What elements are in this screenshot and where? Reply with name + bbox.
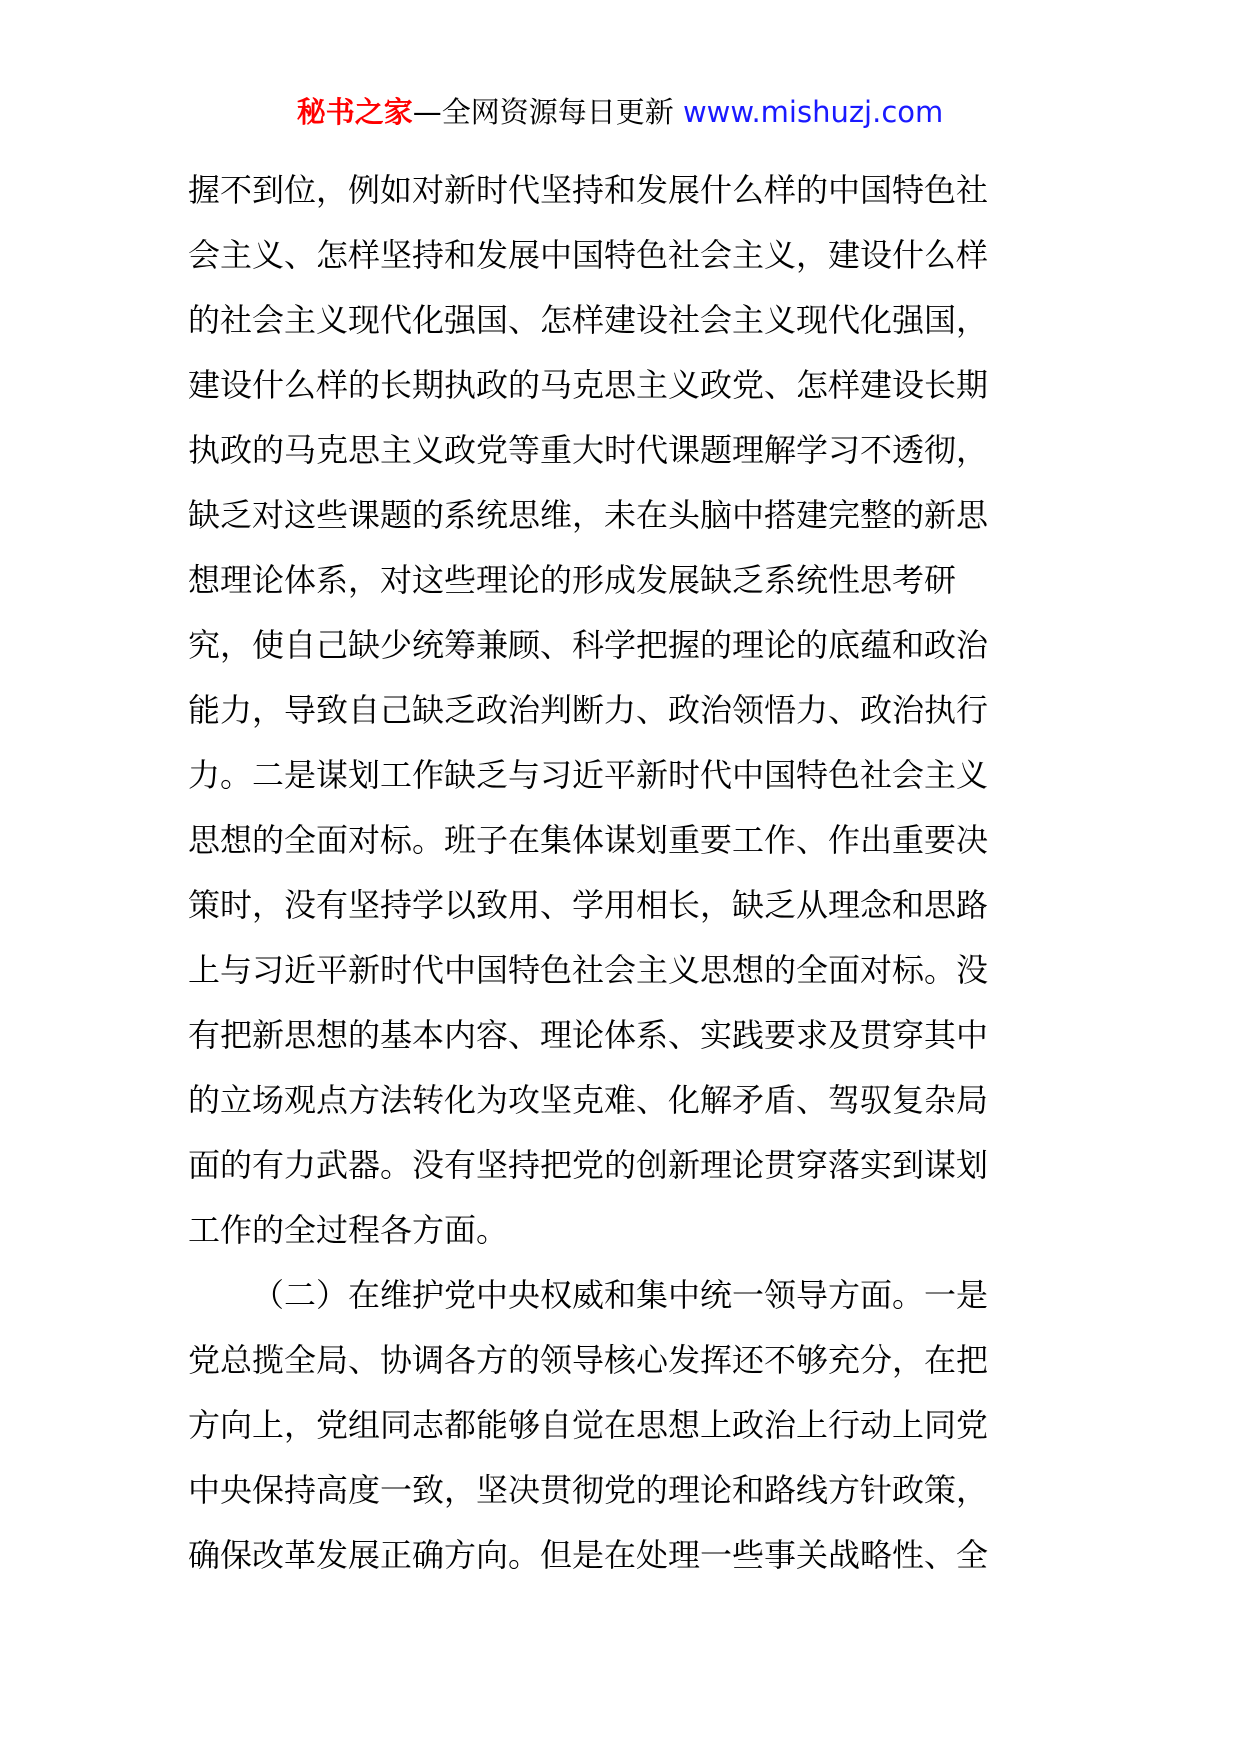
text-line: 能力，导致自己缺乏政治判断力、政治领悟力、政治执行: [188, 691, 989, 729]
text-line: 策时，没有坚持学以致用、学用相长，缺乏从理念和思路: [188, 886, 989, 924]
text-line: 党总揽全局、协调各方的领导核心发挥还不够充分，在把: [188, 1341, 989, 1379]
text-line: 执政的马克思主义政党等重大时代课题理解学习不透彻，: [188, 431, 989, 469]
text-line: 面的有力武器。没有坚持把党的创新理论贯穿落实到谋划: [188, 1146, 989, 1184]
text-line: 工作的全过程各方面。: [188, 1211, 509, 1249]
text-line: 方向上，党组同志都能够自觉在思想上政治上行动上同党: [188, 1406, 989, 1444]
text-line: 的立场观点方法转化为攻坚克难、化解矛盾、驾驭复杂局: [188, 1081, 989, 1119]
section-heading-line: （二）在维护党中央权威和集中统一领导方面。一是: [252, 1276, 989, 1314]
text-line: 力。二是谋划工作缺乏与习近平新时代中国特色社会主义: [188, 756, 989, 794]
text-line: 的社会主义现代化强国、怎样建设社会主义现代化强国，: [188, 301, 989, 339]
site-tagline: —全网资源每日更新: [412, 95, 683, 129]
site-url-link[interactable]: www.mishuzj.com: [682, 95, 944, 129]
text-line: 握不到位，例如对新时代坚持和发展什么样的中国特色社: [188, 171, 989, 209]
text-line: 想理论体系，对这些理论的形成发展缺乏系统性思考研: [188, 561, 957, 599]
site-brand: 秘书之家: [296, 95, 413, 129]
text-line: 会主义、怎样坚持和发展中国特色社会主义，建设什么样: [188, 236, 989, 274]
document-body: [188, 158, 1068, 1588]
site-header: [0, 92, 1240, 132]
text-line: 确保改革发展正确方向。但是在处理一些事关战略性、全: [188, 1536, 989, 1574]
text-line: 有把新思想的基本内容、理论体系、实践要求及贯穿其中: [188, 1016, 989, 1054]
text-line: 思想的全面对标。班子在集体谋划重要工作、作出重要决: [188, 821, 989, 859]
text-line: 建设什么样的长期执政的马克思主义政党、怎样建设长期: [188, 366, 989, 404]
text-line: 上与习近平新时代中国特色社会主义思想的全面对标。没: [188, 951, 989, 989]
text-line: 缺乏对这些课题的系统思维，未在头脑中搭建完整的新思: [188, 496, 989, 534]
text-line: 究，使自己缺少统筹兼顾、科学把握的理论的底蕴和政治: [188, 626, 989, 664]
text-line: 中央保持高度一致，坚决贯彻党的理论和路线方针政策，: [188, 1471, 989, 1509]
